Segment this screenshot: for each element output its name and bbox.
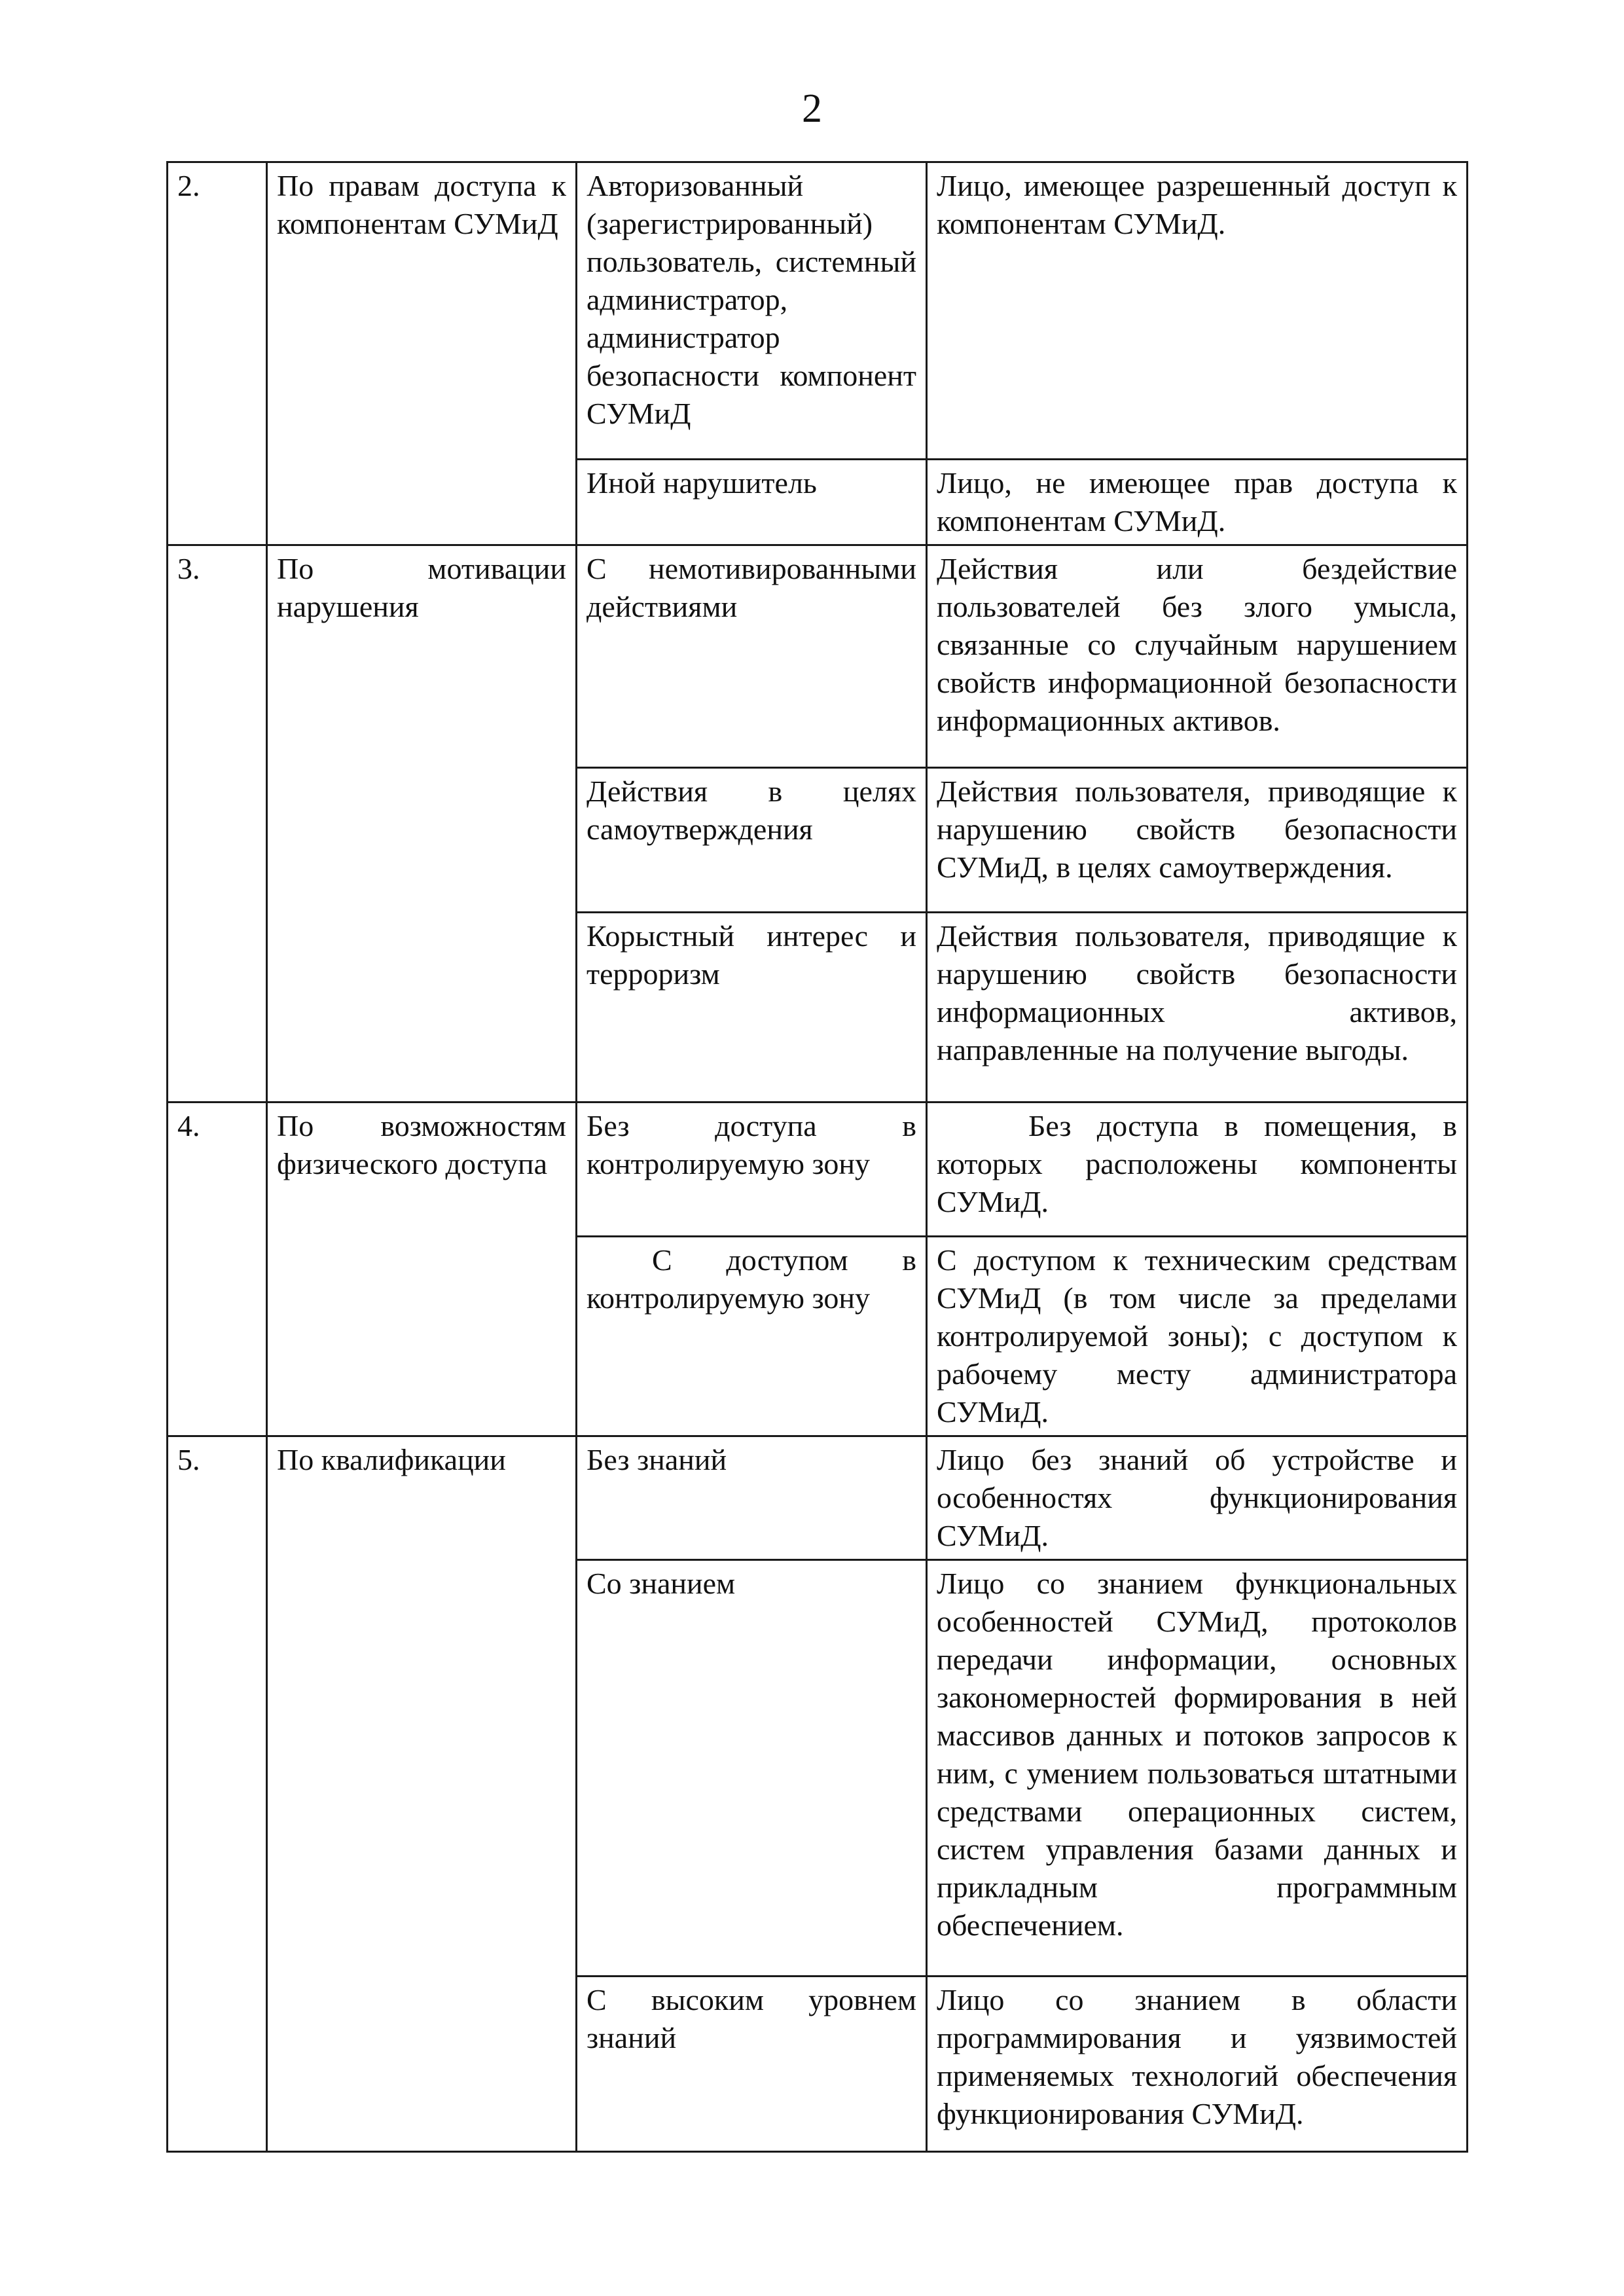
table-row [168, 162, 1468, 460]
criterion-cell: По возможностям физического доступа [267, 1102, 577, 1436]
intruder-type-cell: С высоким уровнем знаний [577, 1977, 927, 2152]
intruder-classification-table [166, 161, 1468, 2153]
row-number: 4. [168, 1102, 267, 1436]
criterion-cell: По правам доступа к компонентам СУМиД [267, 162, 577, 545]
description-cell: Без доступа в помещения, в которых расположены компоненты СУМиД. [927, 1102, 1468, 1237]
description-cell: Действия пользователя, приводящие к нарушению свойств безопасности СУМиД, в целях самоутверждения. [927, 768, 1468, 913]
intruder-type-cell: Без знаний [577, 1436, 927, 1560]
description-cell: Лицо без знаний об устройстве и особенностях функционирования СУМиД. [927, 1436, 1468, 1560]
intruder-type-cell: Корыстный интерес и терроризм [577, 913, 927, 1102]
description-cell: Лицо со знанием в области программирования и уязвимостей применяемых технологий обеспечения функционирования СУМиД. [927, 1977, 1468, 2152]
description-cell: Действия пользователя, приводящие к нарушению свойств безопасности информационных активов, направленные на получение выгоды. [927, 913, 1468, 1102]
intruder-type-cell: Авторизованный (зарегистрированный) пользователь, системный администратор, администратор безопасности компонент СУМиД [577, 162, 927, 460]
intruder-type-cell: Иной нарушитель [577, 460, 927, 545]
intruder-type-cell: Со знанием [577, 1560, 927, 1977]
intruder-type-cell: С немотивированными действиями [577, 545, 927, 768]
table-row [168, 1436, 1468, 1560]
description-cell: Лицо со знанием функциональных особенностей СУМиД, протоколов передачи информации, основных закономерностей формирования в ней массивов данных и потоков запросов к ним, с умением пользоваться штатными средствами операционных систем, систем управления базами данных и прикладным программным обеспечением. [927, 1560, 1468, 1977]
criterion-cell: По квалификации [267, 1436, 577, 2152]
row-number: 5. [168, 1436, 267, 2152]
description-cell: С доступом к техническим средствам СУМиД (в том числе за пределами контролируемой зоны); с доступом к рабочему месту администратора СУМиД. [927, 1237, 1468, 1436]
intruder-type-cell: С доступом в контролируемую зону [577, 1237, 927, 1436]
page-number: 2 [802, 86, 822, 131]
description-cell: Действия или бездействие пользователей без злого умысла, связанные со случайным нарушением свойств информационной безопасности информационных активов. [927, 545, 1468, 768]
criterion-cell: По мотивации нарушения [267, 545, 577, 1102]
description-cell: Лицо, не имеющее прав доступа к компонентам СУМиД. [927, 460, 1468, 545]
table-row [168, 1102, 1468, 1237]
row-number: 3. [168, 545, 267, 1102]
description-cell: Лицо, имеющее разрешенный доступ к компонентам СУМиД. [927, 162, 1468, 460]
table-row [168, 545, 1468, 768]
row-number: 2. [168, 162, 267, 545]
intruder-type-cell: Действия в целях самоутверждения [577, 768, 927, 913]
intruder-type-cell: Без доступа в контролируемую зону [577, 1102, 927, 1237]
